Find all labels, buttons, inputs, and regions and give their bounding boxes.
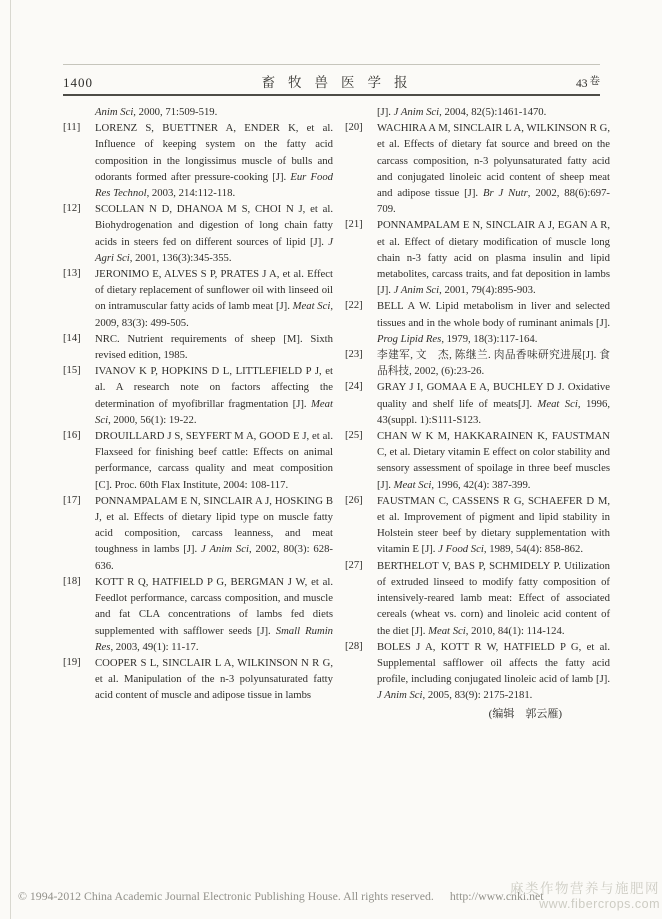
- journal-name: J Agri Sci: [95, 235, 333, 264]
- reference-item: [345, 428, 610, 493]
- reference-label: [15]: [63, 365, 81, 377]
- reference-text: [95, 201, 333, 266]
- reference-text: [95, 655, 333, 704]
- reference-item: [345, 120, 610, 217]
- journal-name: Small Rumin Res: [95, 624, 334, 653]
- reference-item: [345, 104, 610, 120]
- reference-label: [11]: [63, 122, 81, 134]
- reference-text-segment: , 2005, 83(9): 2175-2181.: [422, 689, 533, 702]
- journal-name: J Anim Sci: [393, 106, 440, 118]
- reference-text: [377, 298, 610, 347]
- reference-text-segment: , 2000, 71:509-519.: [133, 106, 218, 118]
- reference-text-segment: , 1996, 42(4): 387-399.: [431, 478, 531, 491]
- journal-name: Meat Sci: [292, 300, 331, 313]
- journal-name: Meat Sci: [95, 397, 333, 426]
- reference-item: [63, 428, 333, 493]
- reference-item: [345, 217, 610, 298]
- reference-item: [63, 104, 333, 120]
- reference-label: [20]: [345, 122, 363, 134]
- reference-text: [377, 347, 610, 379]
- reference-text-segment: KOTT R Q, HATFIELD P G, BERGMAN J W, et al. Feedlot performance, carcass composition, and muscle and fat CLA concentrations of lambs fed diets supplemented with safflower seeds [J].: [95, 575, 333, 637]
- reference-text-segment: , 2009, 83(3): 499-505.: [95, 300, 333, 329]
- journal-name: Anim Sci: [95, 106, 134, 118]
- reference-text-segment: CHAN W K M, HAKKARAINEN K, FAUSTMAN C, et al. Dietary vitamin E effect on color stability and sensory assessment of spoilage in three beef muscles [J].: [377, 430, 610, 491]
- reference-text-segment: , 2003, 214:112-118.: [146, 187, 236, 200]
- reference-item: [63, 363, 333, 428]
- reference-label: [19]: [63, 656, 81, 668]
- journal-title: 畜牧兽医学报: [261, 75, 421, 90]
- references-column-left: [63, 104, 333, 722]
- reference-label: [25]: [345, 430, 363, 442]
- reference-text: [377, 493, 610, 558]
- reference-text: [95, 363, 333, 428]
- copyright-text: © 1994-2012 China Academic Journal Electronic Publishing House. All rights reserved.: [18, 889, 434, 903]
- reference-text-segment: , 1989, 54(4): 858-862.: [483, 543, 584, 556]
- reference-text: [377, 558, 610, 639]
- reference-text-segment: BERTHELOT V, BAS P, SCHMIDELY P. Utilization of extruded linseed to modify fatty composition of intensively-reared lamb meat: Effect of associated cereals (wheat vs. corn) and linoleic acid content of the diet [J].: [377, 559, 610, 637]
- page-number: 1400: [63, 75, 93, 90]
- reference-label: [27]: [345, 559, 363, 571]
- journal-name: Meat Sci: [537, 397, 578, 410]
- reference-item: [63, 331, 333, 363]
- reference-label: [12]: [63, 203, 81, 215]
- volume-number: 43: [576, 78, 588, 90]
- reference-text-segment: PONNAMPALAM E N, SINCLAIR A J, HOSKING B J, et al. Effects of dietary lipid type on muscle fatty acid composition, carcass leanness, and meat toughness in lambs [J].: [95, 494, 333, 556]
- reference-text: [95, 120, 333, 201]
- journal-name: Meat Sci: [393, 478, 432, 491]
- reference-text: [95, 266, 333, 331]
- reference-text-segment: 李建军, 文 杰, 陈继兰. 肉品香味研究进展[J]. 食品科技, 2002, (6):23-26.: [377, 349, 610, 378]
- reference-text-segment: , 1979, 18(3):117-164.: [441, 332, 538, 345]
- volume-label: [576, 76, 600, 91]
- reference-text-segment: , 2002, 88(6):697-709.: [377, 187, 610, 216]
- reference-text-segment: BELL A W. Lipid metabolism in liver and selected tissues and in the whole body of ruminant animals [J].: [377, 300, 610, 329]
- reference-label: [63, 104, 88, 120]
- reference-text-segment: WACHIRA A M, SINCLAIR L A, WILKINSON R G, et al. Effects of dietary fat source and breed on the carcass composition, n-3 polyunsaturated fatty acid and conjugated linoleic acid content of sheep meat and adipose tissue [J].: [377, 122, 610, 200]
- reference-text: [377, 217, 610, 298]
- reference-item: [345, 298, 610, 347]
- reference-text-segment: SCOLLAN N D, DHANOA M S, CHOI N J, et al. Biohydrogenation and digestion of long chain fatty acids in steers fed on different sources of lipid [J].: [95, 203, 333, 248]
- reference-text: [95, 493, 333, 574]
- reference-text-segment: , 2004, 82(5):1461-1470.: [439, 106, 547, 118]
- reference-item: [345, 558, 610, 639]
- reference-text-segment: COOPER S L, SINCLAIR L A, WILKINSON N R G, et al. Manipulation of the n-3 polyunsaturated fatty acid content of muscle and adipose tissue in lambs: [95, 656, 333, 702]
- journal-name: Meat Sci: [428, 624, 466, 637]
- scan-edge-line: [10, 0, 11, 919]
- journal-name: J Anim Sci: [393, 284, 440, 297]
- reference-item: [63, 574, 333, 655]
- reference-item: [63, 493, 333, 574]
- journal-name: Prog Lipid Res: [377, 332, 442, 345]
- reference-label: [16]: [63, 430, 81, 442]
- reference-text-segment: NRC. Nutrient requirements of sheep [M]. Sixth revised edition, 1985.: [95, 332, 333, 362]
- page-header: [63, 71, 600, 91]
- reference-item: [63, 120, 333, 201]
- reference-text-segment: DROUILLARD J S, SEYFERT M A, GOOD E J, et al. Flaxseed for finishing beef cattle: Effects on animal performance, carcass quality and meat composition [C]. Proc. 60th Flax Institute, 2004: 108-117.: [95, 430, 333, 491]
- watermark: [510, 881, 660, 914]
- reference-text: [95, 574, 333, 655]
- reference-item: [345, 379, 610, 428]
- reference-text-segment: , 2002, 80(3): 628-636.: [95, 543, 333, 572]
- reference-label: [28]: [345, 640, 363, 652]
- watermark-line2: www.fibercrops.com: [539, 897, 660, 912]
- reference-text: [377, 639, 610, 704]
- reference-text-segment: IVANOV K P, HOPKINS D L, LITTLEFIELD P J, et al. A research note on factors affecting the determination of myofibrillar fragmentation [J].: [95, 365, 333, 410]
- reference-text-segment: JERONIMO E, ALVES S P, PRATES J A, et al. Effect of dietary replacement of sunflower oil with linseed oil on intramuscular fatty acids of lamb meat [J].: [95, 268, 333, 313]
- reference-text-segment: PONNAMPALAM E N, SINCLAIR A J, EGAN A R, et al. Effect of dietary modification of muscle long chain n-3 fatty acid on plasma insulin and lipid metabolites, carcass traits, and fat deposition in lambs [J].: [377, 219, 610, 297]
- references-column-right: [345, 104, 610, 722]
- header-rule-top: [63, 64, 600, 65]
- reference-text-segment: BOLES J A, KOTT R W, HATFIELD P G, et al. Supplemental safflower oil affects the fatty acid profile, including conjugated linoleic acid of lamb [J].: [377, 640, 610, 686]
- reference-text: [377, 104, 610, 120]
- journal-name: J Food Sci: [438, 543, 484, 556]
- reference-text-segment: , 1996, 43(suppl. 1):S111-S123.: [377, 397, 610, 426]
- reference-text: [95, 331, 333, 363]
- reference-text-segment: GRAY J I, GOMAA E A, BUCHLEY D J. Oxidative quality and shelf life of meats[J].: [377, 381, 610, 410]
- watermark-line1: 麻类作物营养与施肥网: [510, 880, 660, 896]
- reference-label: [23]: [345, 349, 363, 361]
- reference-text-segment: , 2001, 136(3):345-355.: [129, 251, 232, 264]
- reference-item: [63, 201, 333, 266]
- reference-label: [21]: [345, 219, 363, 231]
- reference-label: [22]: [345, 300, 363, 312]
- reference-label: [17]: [63, 494, 81, 506]
- reference-label: [13]: [63, 268, 81, 280]
- journal-name: Eur Food Res Technol: [95, 170, 334, 200]
- header-rule-main: [63, 94, 600, 96]
- references-section: [63, 104, 610, 722]
- journal-name: J Anim Sci: [201, 543, 249, 556]
- reference-text-segment: [J].: [377, 106, 394, 118]
- reference-text-segment: , 2000, 56(1): 19-22.: [108, 413, 197, 426]
- reference-label: [26]: [345, 494, 363, 506]
- reference-text-segment: , 2001, 79(4):895-903.: [439, 284, 536, 297]
- reference-item: [345, 639, 610, 704]
- reference-label: [345, 104, 370, 120]
- cnki-url: http://www.cnki.net: [449, 889, 544, 903]
- reference-label: [24]: [345, 381, 363, 393]
- reference-item: [63, 655, 333, 704]
- volume-unit: 卷: [589, 76, 600, 87]
- reference-text: [95, 428, 333, 493]
- reference-item: [345, 347, 610, 379]
- reference-text: [377, 428, 610, 493]
- reference-item: [63, 266, 333, 331]
- reference-text: [377, 120, 610, 217]
- reference-text-segment: , 2003, 49(1): 11-17.: [110, 640, 199, 653]
- reference-label: [18]: [63, 575, 81, 587]
- reference-text-segment: LORENZ S, BUETTNER A, ENDER K, et al. Influence of keeping system on the fatty acid composition in the longissimus muscle of bulls and odorants formed after pressure-cooking [J].: [95, 122, 333, 183]
- reference-text-segment: FAUSTMAN C, CASSENS R G, SCHAEFER D M, et al. Improvement of pigment and lipid stability in Holstein steer beef by dietary supplementation with vitamin E [J].: [377, 494, 610, 556]
- reference-item: [345, 493, 610, 558]
- editor-note: (编辑 郭云雁): [488, 707, 562, 720]
- reference-text: [95, 104, 333, 120]
- reference-text-segment: , 2010, 84(1): 114-124.: [465, 624, 565, 637]
- reference-text: [377, 379, 610, 428]
- reference-label: [14]: [63, 332, 81, 344]
- journal-name: Br J Nutr: [482, 187, 528, 200]
- journal-name: J Anim Sci: [377, 689, 423, 702]
